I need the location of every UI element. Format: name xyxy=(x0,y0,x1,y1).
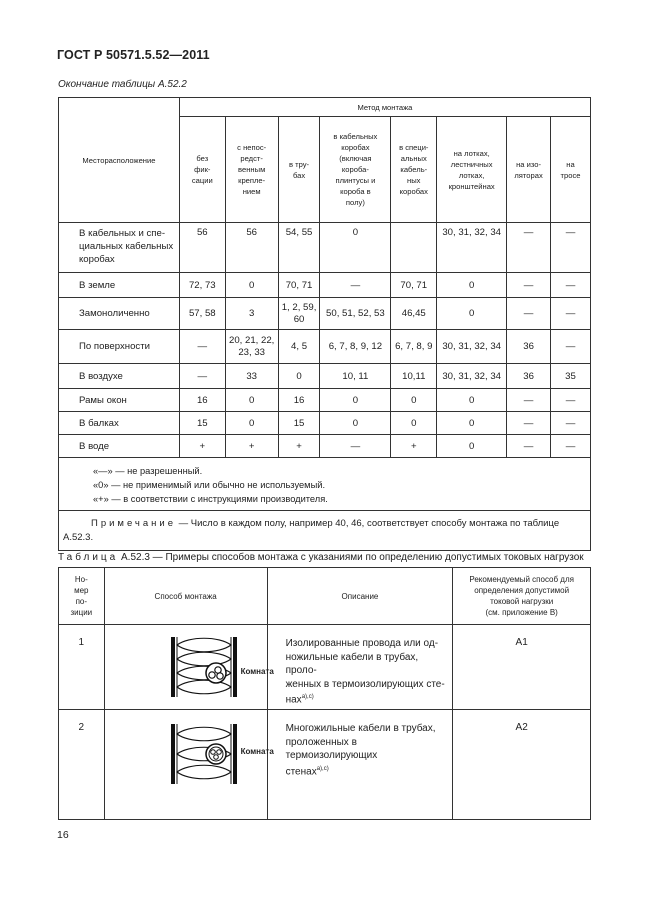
value-cell: 4, 5 xyxy=(278,330,320,364)
value-cell: 0 xyxy=(437,273,507,298)
table-row xyxy=(59,389,591,412)
value-cell: 36 xyxy=(507,330,551,364)
value-cell: 10, 11 xyxy=(320,364,391,389)
value-cell: — xyxy=(551,435,591,458)
value-cell: 0 xyxy=(320,389,391,412)
method-column-header: на лотках, лестничных лотках, кронштейнах xyxy=(437,117,507,223)
location-cell: В кабельных и спе- циальных кабельных коробах xyxy=(59,223,180,273)
document-code: ГОСТ Р 50571.5.52—2011 xyxy=(57,48,210,62)
method-column-header: без фик- сации xyxy=(179,117,225,223)
location-cell: В воде xyxy=(59,435,180,458)
value-cell: — xyxy=(507,273,551,298)
value-cell: — xyxy=(179,364,225,389)
value-cell: + xyxy=(225,435,278,458)
value-cell: 0 xyxy=(225,412,278,435)
recommended-method: A2 xyxy=(453,710,591,820)
location-cell: В воздухе xyxy=(59,364,180,389)
value-cell: — xyxy=(551,223,591,273)
value-cell: 0 xyxy=(225,389,278,412)
location-cell: В балках xyxy=(59,412,180,435)
location-header: Месторасположение xyxy=(59,98,180,223)
table-remark: Примечание — Число в каждом полу, например 40, 46, соответствует способу монтажа по таблице А.52.3. xyxy=(59,511,591,551)
table-row xyxy=(59,364,591,389)
value-cell: 0 xyxy=(278,364,320,389)
value-cell: 35 xyxy=(551,364,591,389)
legend-note: «0» — не применимый или обычно не используемый. xyxy=(93,480,326,490)
value-cell: 0 xyxy=(225,273,278,298)
value-cell: + xyxy=(179,435,225,458)
value-cell: 30, 31, 32, 34 xyxy=(437,223,507,273)
value-cell: 1, 2, 59, 60 xyxy=(278,298,320,330)
location-cell: Замоноличенно xyxy=(59,298,180,330)
room-label: Комната xyxy=(240,747,274,756)
value-cell: 0 xyxy=(437,435,507,458)
value-cell: 6, 7, 8, 9 xyxy=(391,330,437,364)
method-header-2: Способ монтажа xyxy=(104,568,267,625)
value-cell: + xyxy=(391,435,437,458)
value-cell: — xyxy=(320,435,391,458)
value-cell: — xyxy=(179,330,225,364)
value-cell: 70, 71 xyxy=(278,273,320,298)
position-number: 2 xyxy=(59,710,105,820)
value-cell: 6, 7, 8, 9, 12 xyxy=(320,330,391,364)
value-cell: — xyxy=(551,389,591,412)
legend-note: «+» — в соответствии с инструкциями производителя. xyxy=(93,494,328,504)
method-column-header: с непос- редст- венным крепле- нием xyxy=(225,117,278,223)
value-cell: — xyxy=(507,223,551,273)
value-cell: + xyxy=(278,435,320,458)
value-cell: 30, 31, 32, 34 xyxy=(437,364,507,389)
method-column-header: на изо- ляторах xyxy=(507,117,551,223)
value-cell: — xyxy=(507,389,551,412)
table-row xyxy=(59,412,591,435)
value-cell: — xyxy=(551,330,591,364)
value-cell: — xyxy=(551,298,591,330)
value-cell: 70, 71 xyxy=(391,273,437,298)
installation-method-cell xyxy=(104,625,274,710)
installation-methods-table xyxy=(58,97,591,551)
installation-examples-table xyxy=(58,567,591,820)
position-number-header: Но- мер по- зиции xyxy=(59,568,105,625)
value-cell: 15 xyxy=(278,412,320,435)
location-cell: По поверхности xyxy=(59,330,180,364)
value-cell: 16 xyxy=(278,389,320,412)
table-row xyxy=(59,273,591,298)
method-description: Многожильные кабели в трубах, проложенных в термоизолирующих стенах$^{а),с)}$ xyxy=(267,710,453,820)
value-cell: 0 xyxy=(391,412,437,435)
value-cell: — xyxy=(507,298,551,330)
value-cell: 10,11 xyxy=(391,364,437,389)
legend-note: «—» — не разрешенный. xyxy=(93,466,203,476)
location-cell: Рамы окон xyxy=(59,389,180,412)
value-cell: — xyxy=(507,412,551,435)
value-cell: 54, 55 xyxy=(278,223,320,273)
value-cell: 0 xyxy=(437,389,507,412)
value-cell: 33 xyxy=(225,364,278,389)
method-header: Метод монтажа xyxy=(179,98,590,117)
value-cell: 20, 21, 22, 23, 33 xyxy=(225,330,278,364)
value-cell: 16 xyxy=(179,389,225,412)
value-cell: 56 xyxy=(225,223,278,273)
value-cell: 56 xyxy=(179,223,225,273)
value-cell: 0 xyxy=(320,412,391,435)
value-cell: — xyxy=(551,273,591,298)
value-cell: 0 xyxy=(437,412,507,435)
value-cell: 0 xyxy=(320,223,391,273)
table-row xyxy=(59,298,591,330)
value-cell: 46,45 xyxy=(391,298,437,330)
table-row xyxy=(59,710,591,820)
value-cell: 36 xyxy=(507,364,551,389)
table-row xyxy=(59,223,591,273)
description-header: Описание xyxy=(267,568,453,625)
value-cell: — xyxy=(507,435,551,458)
value-cell: 0 xyxy=(437,298,507,330)
value-cell: 30, 31, 32, 34 xyxy=(437,330,507,364)
value-cell: 50, 51, 52, 53 xyxy=(320,298,391,330)
value-cell: 72, 73 xyxy=(179,273,225,298)
method-column-header: в специ- альных кабель- ных коробах xyxy=(391,117,437,223)
room-label: Комната xyxy=(240,667,274,676)
value-cell: 15 xyxy=(179,412,225,435)
page-number: 16 xyxy=(57,829,69,841)
value-cell: — xyxy=(551,412,591,435)
table-row xyxy=(59,330,591,364)
table-2-title: Таблица А.52.3 — Примеры способов монтажа с указаниями по определению допустимых токовых нагрузок xyxy=(58,552,584,563)
table-row xyxy=(59,625,591,710)
location-cell: В земле xyxy=(59,273,180,298)
value-cell xyxy=(391,223,437,273)
value-cell: — xyxy=(320,273,391,298)
value-cell: 0 xyxy=(391,389,437,412)
method-description: Изолированные провода или од- ножильные кабели в трубах, проло- женных в термоизолирующих сте- нах$^{а),с)}$ xyxy=(267,625,453,710)
table-row xyxy=(59,435,591,458)
method-column-header: на тросе xyxy=(551,117,591,223)
method-column-header: в тру- бах xyxy=(278,117,320,223)
position-number: 1 xyxy=(59,625,105,710)
value-cell: 3 xyxy=(225,298,278,330)
legend-notes xyxy=(59,458,591,511)
recommended-method: A1 xyxy=(453,625,591,710)
recommended-method-header: Рекомендуемый способ для определения допустимой токовой нагрузки (см. приложение В) xyxy=(453,568,591,625)
installation-method-cell xyxy=(104,710,274,820)
table-continuation-label: Окончание таблицы А.52.2 xyxy=(58,79,187,90)
value-cell: 57, 58 xyxy=(179,298,225,330)
method-column-header: в кабельных коробах (включая короба- плинтусы и короба в полу) xyxy=(320,117,391,223)
